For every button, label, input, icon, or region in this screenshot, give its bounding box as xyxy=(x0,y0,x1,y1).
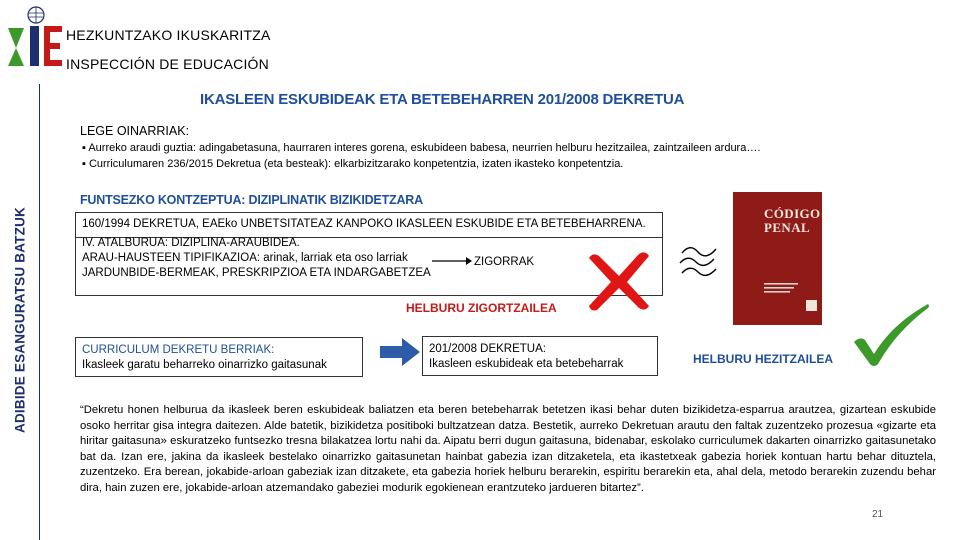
decree-2008-box xyxy=(422,336,658,376)
page-number: 21 xyxy=(872,509,884,520)
green-check-icon xyxy=(852,302,932,368)
decree-2008-text: Ikasleen eskubideak eta betebeharrak xyxy=(429,358,624,370)
zigorrak-label: ZIGORRAK xyxy=(474,256,535,268)
header-line-2: INSPECCIÓN DE EDUCACIÓN xyxy=(66,56,269,72)
book-title-line-2: PENAL xyxy=(764,220,811,235)
funtsezko-heading: FUNTSEZKO KONTZEPTUA: DIZIPLINATIK BIZIKIDETZARA xyxy=(80,193,423,207)
book-title xyxy=(764,207,821,235)
lege-bullet-2: ▪ Curriculumaren 236/2015 Dekretua (eta besteak): elkarbizitzarako konpetentzia, izaten ikasteko konpetentzia. xyxy=(82,158,624,170)
discipline-box xyxy=(75,232,663,296)
discipline-line-3: JARDUNBIDE-BERMEAK, PRESKRIPZIOA ETA INDARGABETZEA xyxy=(82,267,431,279)
book-title-line-1: CÓDIGO xyxy=(764,206,821,221)
curriculum-text: Ikasleek garatu beharreko oinarrizko gaitasunak xyxy=(82,359,327,371)
lege-bullet-1: ▪ Aurreko araudi guztia: adingabetasuna, haurraren interes gorena, eskubideen babesa, neurrien helburu hezitzailea, zaintzaileen ardura…. xyxy=(82,142,761,154)
helburu-zigortzailea-label: HELBURU ZIGORTZAILEA xyxy=(406,301,557,315)
curriculum-title: CURRICULUM DEKRETU BERRIAK: xyxy=(82,344,275,356)
decree-1994-box: 160/1994 DEKRETUA, EAEko UNBETSITATEAZ KANPOKO IKASLEEN ESKUBIDE ETA BETEBEHARRENA. xyxy=(75,212,663,238)
header-line-1: HEZKUNTZAKO IKUSKARITZA xyxy=(66,27,271,43)
decree-quote: “Dekretu honen helburua da ikasleek beren eskubideak baliatzen eta beren betebeharrak betetzen ikasi behar duten bizikidetza-esparrua arautzea, gizartean eskubide osoko herritar gisa integra daitezen. Alde batetik, bizikidetza positiboki bultzatzean datza. Bestetik, aurreko Dekretuan arautu den faltak zuzentzeko prozesua «gizarte eta hiritar gaitasuna» eskuratzeko funtsezko tresna bilakatzea lortu nahi da. Aipatu berri dugun gaitasuna, bidenabar, eskolako curriculumek dakarten oinarrizko gaitasunetako bat da. Izan ere, jakina da ikasleek bestelako oinarrizko gaitasunetan hainbat gabezia izan ditzaketela, eta ikastetxeak gabezia horiek kontuan hartu behar dituztela, zuzentzeko. Era berean, jokabide-arloan gabeziak izan ditzakete, eta gabezia horiek helburu berarekin, espiritu berarekin eta, ahal dela, metodo berarekin zuzendu behar dira, hain zuzen ere, jokabide-arloan atzemandako gabeziei modurik egokienean erantzuteko jardueren bitartez”. xyxy=(80,404,936,494)
side-label: ADIBIDE ESANGURATSU BATZUK xyxy=(12,207,28,433)
lege-label: LEGE OINARRIAK: xyxy=(80,124,190,138)
book-text-lines xyxy=(764,283,802,297)
discipline-line-2: ARAU-HAUSTEEN TIPIFIKAZIOA: arinak, larriak eta oso larriak xyxy=(82,252,408,264)
curriculum-box xyxy=(75,337,363,377)
red-cross-icon xyxy=(583,250,655,314)
slide-title: IKASLEEN ESKUBIDEAK ETA BETEBEHARREN 201/2008 DEKRETUA xyxy=(200,91,685,108)
helburu-hezitzailea-label: HELBURU HEZITZAILEA xyxy=(693,352,833,366)
book-publisher-icon xyxy=(806,300,817,311)
approx-icon xyxy=(676,240,722,278)
arrow-right-icon xyxy=(380,338,420,366)
discipline-line-1: IV. ATALBURUA: DIZIPLINA-ARAUBIDEA. xyxy=(82,237,300,249)
decree-2008-title: 201/2008 DEKRETUA: xyxy=(429,343,546,355)
education-logo xyxy=(4,4,66,68)
